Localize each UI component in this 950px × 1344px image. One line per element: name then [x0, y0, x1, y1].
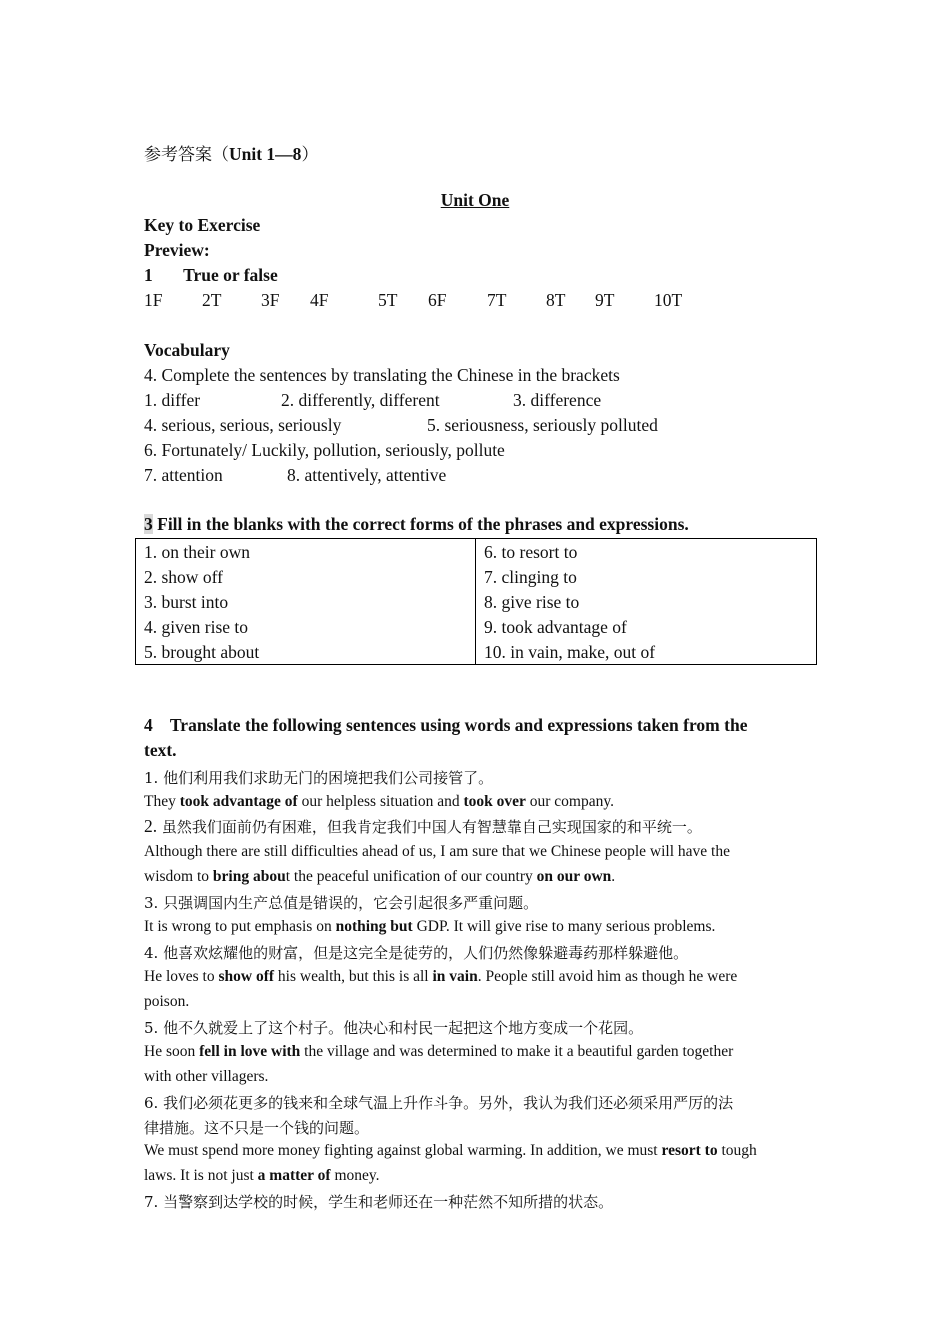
sentence-en: with other villagers.	[144, 1068, 269, 1085]
sentence-en: Although there are still difficulties ahead of us, I am sure that we Chinese people will have the	[144, 843, 730, 860]
tf-answer: 5T	[378, 290, 398, 310]
translate-heading: 4 Translate the following sentences using words and expressions taken from the	[144, 715, 748, 735]
table-cell: 7. clinging to	[476, 564, 817, 589]
text: our company.	[525, 793, 614, 810]
vocab-answer: 4. serious, serious, seriously	[144, 415, 342, 435]
vocabulary-instruction: 4. Complete the sentences by translating the Chinese in the brackets	[144, 365, 620, 385]
text: He soon	[144, 1043, 200, 1060]
vocab-answer: 5. seriousness, seriously polluted	[427, 415, 658, 435]
tf-answer: 9T	[595, 290, 615, 310]
vocab-answer: 8. attentively, attentive	[287, 465, 447, 485]
sentence-cn: 律措施。这不只是一个钱的问题。	[144, 1119, 370, 1137]
text: We must spend more money fighting against global warming. In addition, we must	[144, 1142, 662, 1159]
sentence-cn-text: 虽然我们面前仍有困难，但我肯定我们中国人有智慧靠自己实现国家的和平统一。	[157, 818, 702, 836]
sentence-en	[144, 1167, 380, 1185]
sentence-cn	[144, 816, 702, 837]
tf-answer: 3F	[261, 290, 280, 310]
table-cell: 1. on their own	[136, 539, 476, 565]
sentence-en	[144, 1043, 733, 1061]
vocab-answer: 2. differently, different	[281, 390, 440, 410]
table-row	[136, 539, 817, 565]
vocabulary-heading: Vocabulary	[144, 340, 230, 360]
text: the village and was determined to make it a beautiful garden together	[300, 1043, 734, 1060]
text: our helpless situation and	[297, 793, 464, 810]
key-phrase: a matter of	[257, 1167, 331, 1184]
text: It is wrong to put emphasis on	[144, 918, 336, 935]
sentence-en	[144, 968, 737, 986]
tf-answer: 8T	[546, 290, 566, 310]
table-cell: 6. to resort to	[476, 539, 817, 565]
text: wisdom to	[144, 868, 213, 885]
sentence-cn: 7. 当警察到达学校的时候，学生和老师还在一种茫然不知所措的状态。	[144, 1193, 614, 1211]
phrases-heading-text: Fill in the blanks with the correct forms of the phrases and expressions.	[152, 514, 689, 534]
preview-heading: Preview:	[144, 240, 210, 260]
text: .	[611, 868, 616, 885]
sentence-cn: 4. 他喜欢炫耀他的财富，但是这完全是徒劳的，人们仍然像躲避毒药那样躲避他。	[144, 944, 689, 962]
key-phrase: in vain	[432, 968, 478, 985]
table-cell: 8. give rise to	[476, 589, 817, 614]
table-row	[136, 639, 817, 665]
title-close: ）	[301, 145, 319, 165]
table-cell: 3. burst into	[136, 589, 476, 614]
sentence-en	[144, 793, 614, 811]
tf-answer: 7T	[487, 290, 507, 310]
key-phrase: fell in love with	[199, 1043, 301, 1060]
phrases-number: 3	[144, 514, 153, 534]
sentence-number: 2.	[144, 816, 158, 836]
unit-title: Unit One	[440, 190, 510, 210]
key-heading: Key to Exercise	[144, 215, 261, 235]
text: . People still avoid him as though he were	[477, 968, 738, 985]
vocab-answer: 6. Fortunately/ Luckily, pollution, seriously, pollute	[144, 440, 505, 460]
sentence-en: poison.	[144, 993, 190, 1010]
text: laws. It is not just	[144, 1167, 258, 1184]
text: GDP. It will give rise to many serious problems.	[412, 918, 716, 935]
sentence-cn: 1. 他们利用我们求助无门的困境把我们公司接管了。	[144, 769, 494, 787]
key-phrase: took over	[463, 793, 526, 810]
phrases-table	[135, 538, 817, 665]
tf-answer: 2T	[202, 290, 222, 310]
key-phrase: bring abou	[212, 868, 286, 885]
key-phrase: on our own	[536, 868, 612, 885]
text: He loves to	[144, 968, 219, 985]
title-cn: 参考答案（	[144, 145, 229, 165]
tf-answer: 4F	[310, 290, 329, 310]
text: They	[144, 793, 180, 810]
table-row	[136, 589, 817, 614]
translate-heading-cont: text.	[144, 740, 177, 760]
tf-answer: 10T	[654, 290, 683, 310]
sentence-en	[144, 918, 715, 936]
vocab-answer: 3. difference	[513, 390, 602, 410]
text: t the peaceful unification of our country	[285, 868, 537, 885]
table-cell: 4. given rise to	[136, 614, 476, 639]
table-cell: 5. brought about	[136, 639, 476, 665]
sentence-cn: 5. 他不久就爱上了这个村子。他决心和村民一起把这个地方变成一个花园。	[144, 1019, 644, 1037]
tf-number: 1	[144, 265, 153, 285]
tf-label: True or false	[183, 265, 278, 285]
text: tough	[717, 1142, 757, 1159]
title-units: Unit 1—8	[229, 144, 302, 164]
sentence-en	[144, 868, 615, 886]
key-phrase: resort to	[661, 1142, 718, 1159]
table-cell: 10. in vain, make, out of	[476, 639, 817, 665]
vocab-answer: 7. attention	[144, 465, 223, 485]
tf-heading	[144, 265, 278, 286]
table-cell: 9. took advantage of	[476, 614, 817, 639]
sentence-cn: 3. 只强调国内生产总值是错误的，它会引起很多严重问题。	[144, 894, 539, 912]
sentence-cn: 6. 我们必须花更多的钱来和全球气温上升作斗争。另外，我认为我们还必须采用严厉的法	[144, 1094, 734, 1112]
key-phrase: show off	[218, 968, 275, 985]
table-row	[136, 564, 817, 589]
sentence-en	[144, 1142, 757, 1160]
tf-answer: 1F	[144, 290, 163, 310]
table-row	[136, 614, 817, 639]
text: his wealth, but this is all	[274, 968, 433, 985]
key-phrase: nothing but	[335, 918, 413, 935]
key-phrase: took advantage of	[179, 793, 298, 810]
doc-title	[144, 140, 318, 165]
table-cell: 2. show off	[136, 564, 476, 589]
vocab-answer: 1. differ	[144, 390, 201, 410]
text: money.	[330, 1167, 380, 1184]
phrases-heading	[144, 514, 689, 535]
tf-answer: 6F	[428, 290, 447, 310]
